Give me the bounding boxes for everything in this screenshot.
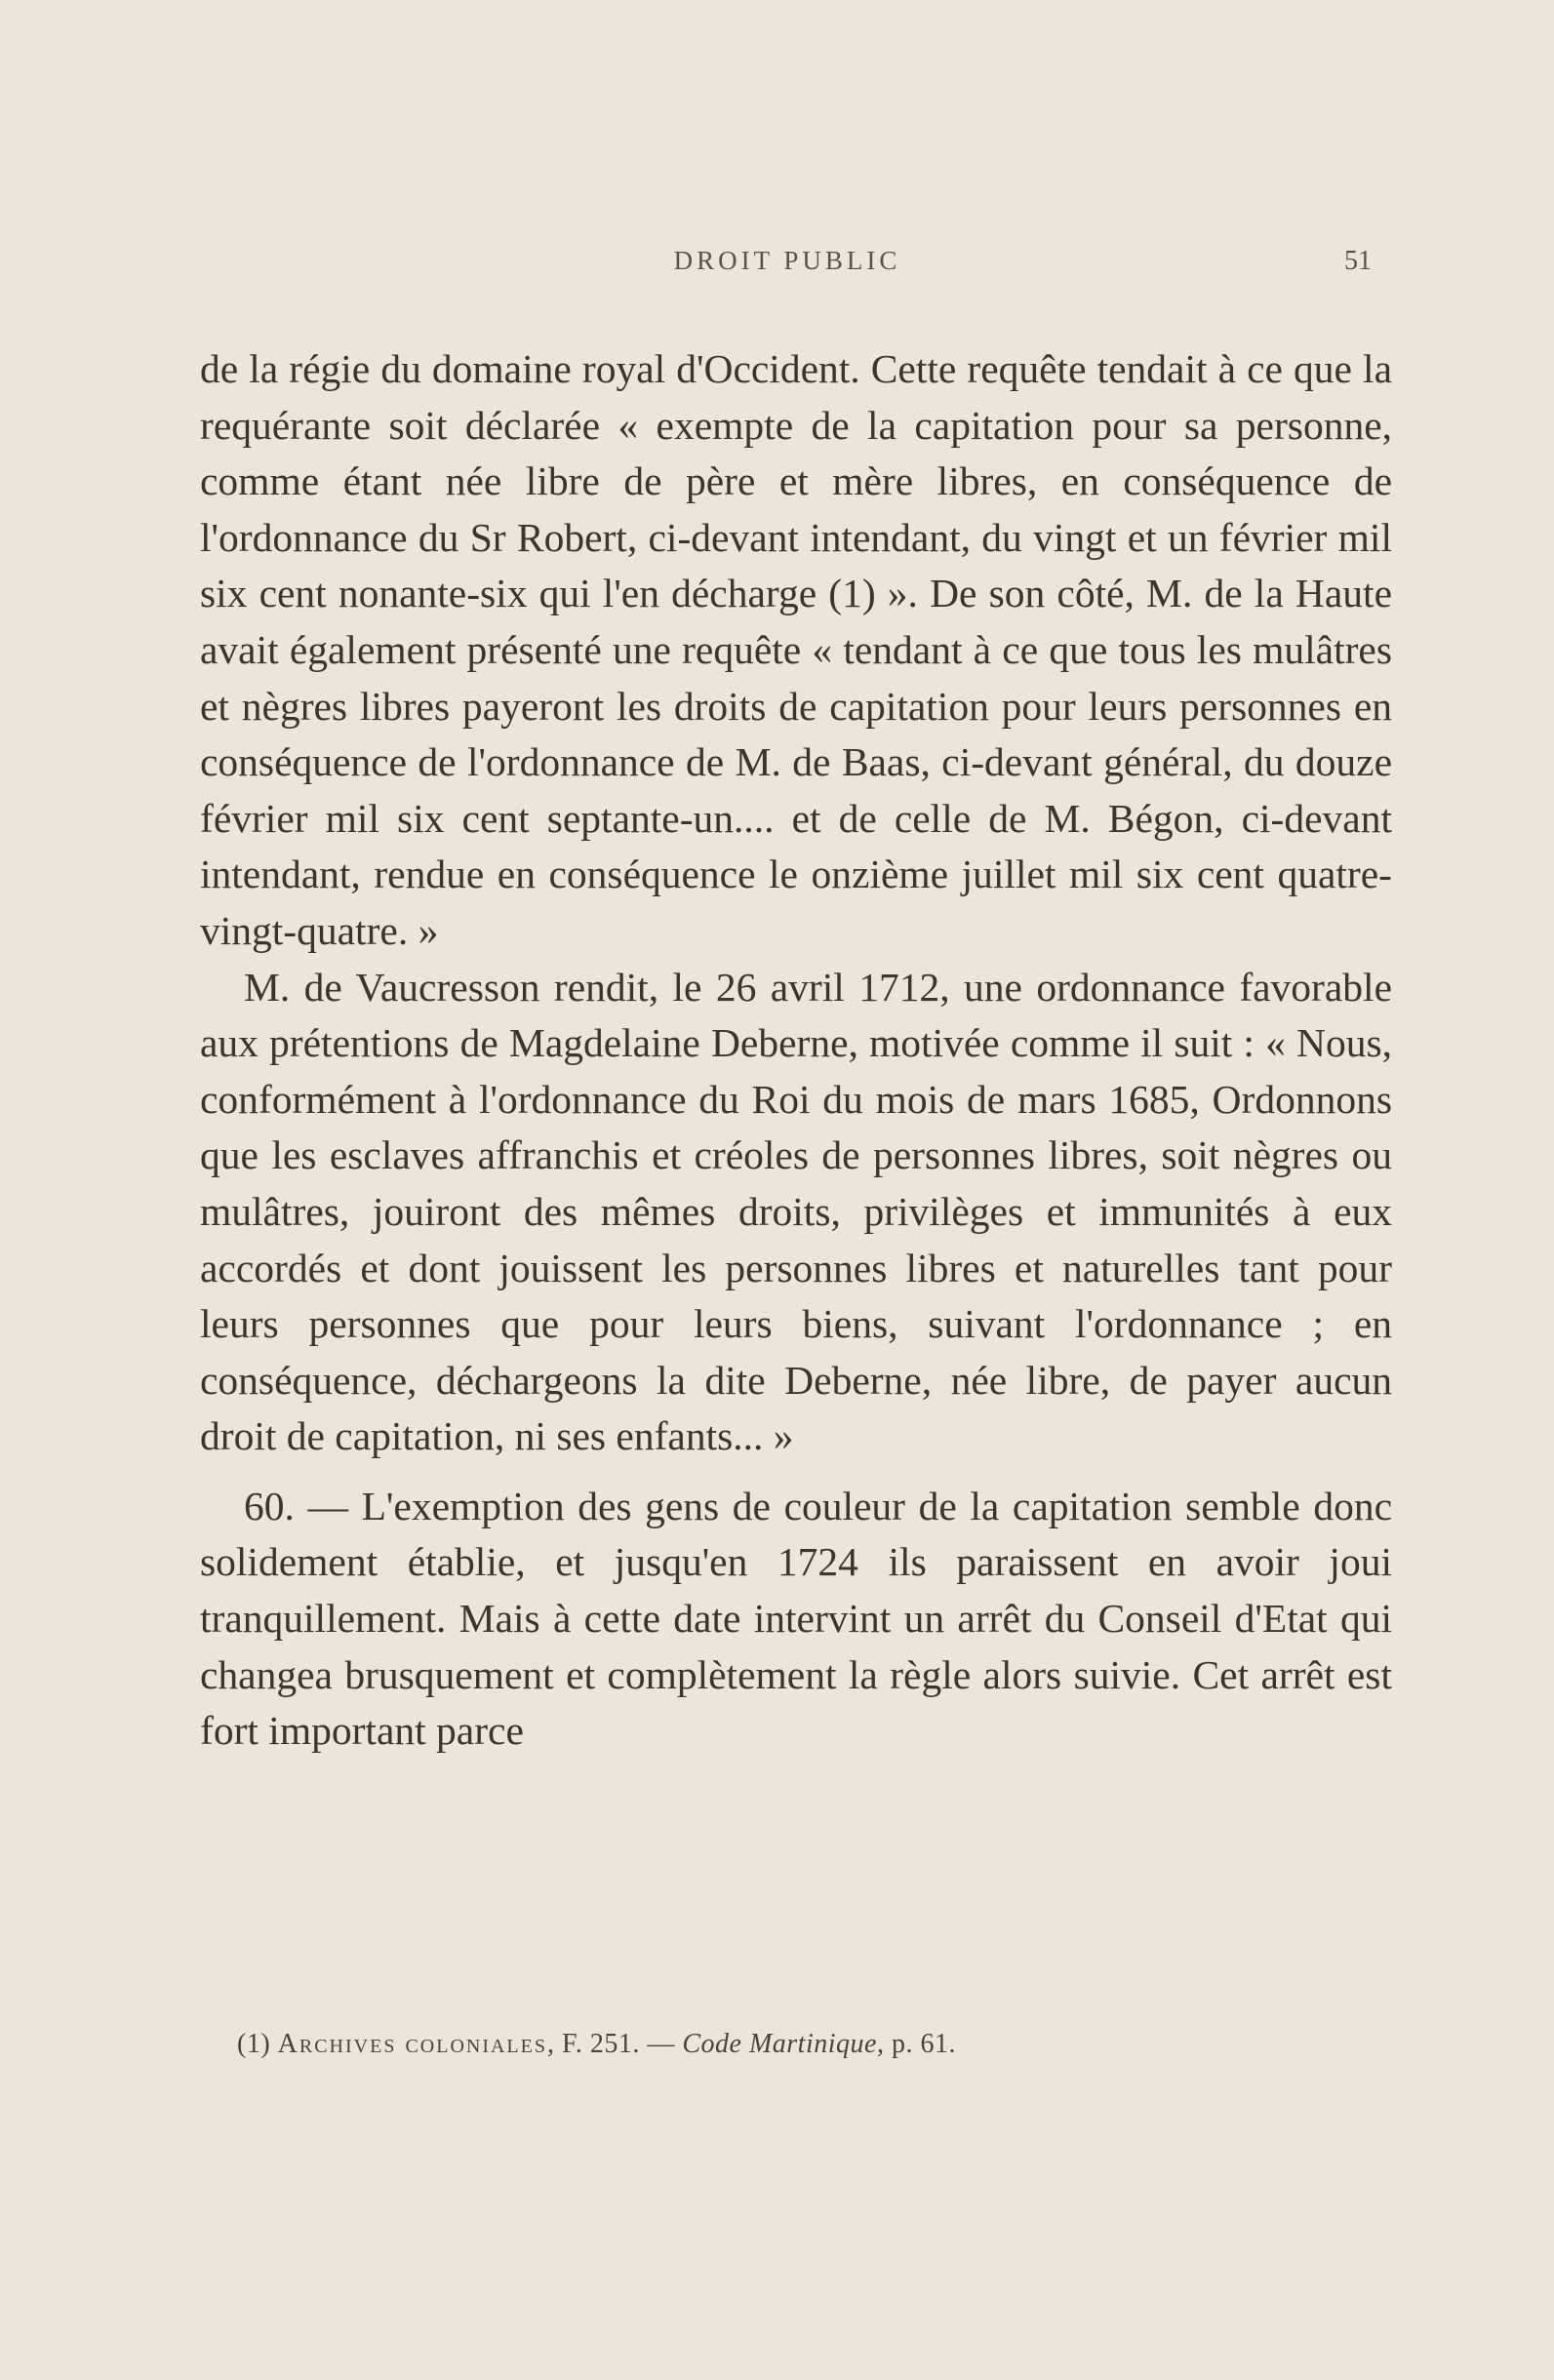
running-head bbox=[203, 246, 1372, 285]
footnote-marker: (1) bbox=[237, 2029, 271, 2059]
page-number: 51 bbox=[1344, 246, 1372, 276]
footnote-page: , p. 61. bbox=[876, 2029, 956, 2059]
footnote-ref: , F. 251. — bbox=[547, 2029, 683, 2059]
footnote bbox=[237, 2029, 956, 2060]
footnote-source: Archives coloniales bbox=[277, 2029, 547, 2059]
paragraph-ordonnance: M. de Vaucresson rendit, le 26 avril 1712, une ordonnance favorable aux prétentions de Magdelaine Deberne, motivée comme il suit : « Nous, conformément à l'ordonnance du Roi du mois de mars 1685, Ordonnons que les esclaves affranchis et créoles de personnes libres, soit nègres ou mulâtres, jouiront des mêmes droits, privilèges et immunités à eux accordés et dont jouissent les personnes libres et naturelles tant pour leurs personnes que pour leurs biens, suivant l'ordonnance ; en conséquence, déchargeons la dite Deberne, née libre, de payer aucun droit de capitation, ni ses enfants... » bbox=[200, 964, 1392, 1459]
paragraph-continued: de la régie du domaine royal d'Occident. Cette requête tendait à ce que la requérante soit déclarée « exempte de la capitation pour sa personne, comme étant née libre de père et mère libres, en conséquence de l'ordonnance du Sr Robert, ci-devant intendant, du vingt et un février mil six cent nonante-six qui l'en décharge (1) ». De son côté, M. de la Haute avait également présenté une requête « tendant à ce que tous les mulâtres et nègres libres payeront les droits de capitation pour leurs personnes en conséquence de l'ordonnance de M. de Baas, ci-devant général, du douze février mil six cent septante-un.... et de celle de M. Bégon, ci-devant intendant, rendue en conséquence le onzième juillet mil six cent quatre-vingt-quatre. » bbox=[200, 346, 1392, 953]
body-text bbox=[200, 341, 1392, 1760]
footnote-title: Code Martinique bbox=[682, 2029, 877, 2059]
paragraph-section-60: 60. — L'exemption des gens de couleur de la capitation semble donc solidement établie, et jusqu'en 1724 ils paraissent en avoir joui tranquillement. Mais à cette date intervint un arrêt du Conseil d'Etat qui changea brusquement et complètement la règle alors suivie. Cet arrêt est fort important parce bbox=[200, 1483, 1392, 1754]
running-title: DROIT PUBLIC bbox=[673, 246, 901, 275]
